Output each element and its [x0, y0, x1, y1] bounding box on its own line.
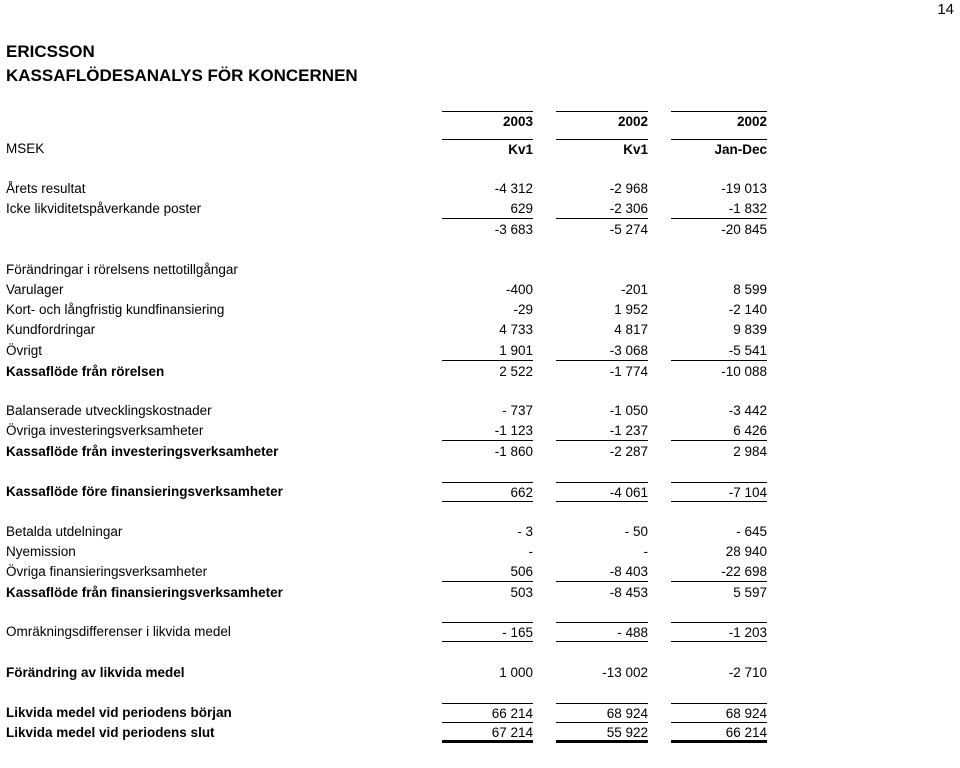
row-value-2003-kv1: 67 214 [442, 723, 533, 743]
table-row [0, 421, 960, 441]
row-value-2003-kv1: 2 522 [499, 364, 533, 379]
row-value-2002-kv1: -3 068 [556, 341, 648, 361]
row-value-2002-jan-dec: -2 140 [728, 302, 767, 317]
company-name: ERICSSON [6, 42, 95, 61]
row-label: Övriga finansieringsverksamheter [6, 564, 208, 579]
row-label: Kassaflöde före finansieringsverksamheter [6, 484, 283, 499]
table-row [0, 622, 960, 642]
row-value-2002-jan-dec: 68 924 [671, 703, 767, 723]
row-value-2002-jan-dec: -3 442 [728, 403, 767, 418]
header-period-col2: Kv1 [556, 139, 648, 159]
section-heading: Förändringar i rörelsens nettotillgångar [6, 262, 238, 277]
header-year-col3: 2002 [671, 111, 767, 131]
row-label: Förändring av likvida medel [6, 665, 185, 680]
header-year-col1: 2003 [442, 111, 533, 131]
row-value-2002-jan-dec: -2 710 [728, 665, 767, 680]
row-label: Balanserade utvecklingskostnader [6, 403, 212, 418]
row-value-2003-kv1: 1 000 [499, 665, 533, 680]
header-period-col3: Jan-Dec [671, 139, 767, 159]
row-value-2003-kv1: - 3 [517, 524, 533, 539]
page-number: 14 [937, 1, 954, 18]
table-row-total [0, 583, 960, 603]
table-row-subtotal [0, 220, 960, 240]
row-value-2002-jan-dec: 28 940 [725, 544, 767, 559]
section-heading-row [0, 260, 960, 280]
row-label: Betalda utdelningar [6, 524, 123, 539]
row-label: Likvida medel vid periodens början [6, 705, 232, 720]
row-value-2002-kv1: 55 922 [556, 723, 648, 743]
row-label: Kassaflöde från finansieringsverksamheter [6, 585, 283, 600]
table-row-total [0, 442, 960, 462]
row-value-2002-kv1: 1 952 [614, 302, 648, 317]
row-value-2003-kv1: 66 214 [442, 703, 533, 723]
row-value-2002-jan-dec: -1 203 [671, 622, 767, 642]
row-value-2002-jan-dec: - 645 [736, 524, 767, 539]
row-label: Kundfordringar [6, 322, 96, 337]
row-value-2003-kv1: -1 123 [442, 421, 533, 441]
row-label: Årets resultat [6, 181, 86, 196]
row-value-2002-kv1: -2 287 [609, 444, 648, 459]
row-value-2002-kv1: - 50 [624, 524, 648, 539]
row-value-2002-jan-dec: -19 013 [721, 181, 767, 196]
row-value-2002-jan-dec: 2 984 [733, 444, 767, 459]
header-year-col2: 2002 [556, 111, 648, 131]
report-title: KASSAFLÖDESANALYS FÖR KONCERNEN [6, 66, 358, 85]
row-value-2002-kv1: -1 050 [609, 403, 648, 418]
table-row [0, 320, 960, 340]
table-row [0, 401, 960, 421]
row-value-2003-kv1: 629 [442, 199, 533, 219]
header-period-col1: Kv1 [442, 139, 533, 159]
row-value-2003-kv1: -400 [505, 282, 533, 297]
row-label: Nyemission [6, 544, 76, 559]
row-value-2003-kv1: -4 312 [494, 181, 533, 196]
row-value-2002-jan-dec: -20 845 [721, 222, 767, 237]
row-value-2002-jan-dec: 8 599 [733, 282, 767, 297]
table-row-total [0, 723, 960, 743]
header-unit: MSEK [6, 141, 45, 156]
table-row [0, 300, 960, 320]
table-row-total [0, 663, 960, 683]
row-value-2002-kv1: -2 306 [556, 199, 648, 219]
table-row [0, 542, 960, 562]
row-value-2003-kv1: -3 683 [494, 222, 533, 237]
row-value-2003-kv1: 503 [510, 585, 533, 600]
row-value-2002-kv1: 68 924 [556, 703, 648, 723]
row-value-2003-kv1: - 165 [442, 622, 533, 642]
row-value-2002-kv1: -1 237 [556, 421, 648, 441]
row-value-2002-jan-dec: -5 541 [671, 341, 767, 361]
row-value-2002-jan-dec: -22 698 [671, 562, 767, 582]
row-value-2002-kv1: 4 817 [614, 322, 648, 337]
row-value-2002-kv1: -4 061 [556, 482, 648, 502]
table-row [0, 341, 960, 361]
row-label: Övrigt [6, 343, 43, 358]
row-value-2003-kv1: - [528, 544, 533, 559]
row-value-2002-jan-dec: 5 597 [733, 585, 767, 600]
row-value-2002-jan-dec: -7 104 [671, 482, 767, 502]
row-value-2002-kv1: -1 774 [609, 364, 648, 379]
row-label: Kort- och långfristig kundfinansiering [6, 302, 225, 317]
row-value-2002-kv1: -201 [620, 282, 648, 297]
table-row [0, 179, 960, 199]
table-row-total [0, 703, 960, 723]
row-value-2002-kv1: -8 453 [609, 585, 648, 600]
table-row [0, 280, 960, 300]
row-label: Omräkningsdifferenser i likvida medel [6, 624, 231, 639]
row-value-2002-kv1: -2 968 [609, 181, 648, 196]
row-value-2002-jan-dec: 6 426 [671, 421, 767, 441]
row-label: Likvida medel vid periodens slut [6, 725, 215, 740]
table-row [0, 562, 960, 582]
row-label: Icke likviditetspåverkande poster [6, 201, 202, 216]
row-value-2002-kv1: - 488 [556, 622, 648, 642]
row-value-2003-kv1: 1 901 [442, 341, 533, 361]
table-row-total [0, 362, 960, 382]
row-value-2003-kv1: 4 733 [499, 322, 533, 337]
row-value-2002-kv1: -13 002 [602, 665, 648, 680]
row-value-2003-kv1: 662 [442, 482, 533, 502]
header-years-row [0, 111, 960, 131]
row-label: Kassaflöde från rörelsen [6, 364, 165, 379]
row-value-2002-jan-dec: 9 839 [733, 322, 767, 337]
row-value-2003-kv1: - 737 [502, 403, 533, 418]
row-value-2002-jan-dec: -1 832 [671, 199, 767, 219]
row-value-2003-kv1: 506 [442, 562, 533, 582]
row-value-2002-kv1: - [643, 544, 648, 559]
row-value-2002-jan-dec: -10 088 [721, 364, 767, 379]
row-label: Kassaflöde från investeringsverksamheter [6, 444, 279, 459]
table-row [0, 522, 960, 542]
row-label: Övriga investeringsverksamheter [6, 423, 204, 438]
row-label: Varulager [6, 282, 64, 297]
row-value-2002-kv1: -8 403 [556, 562, 648, 582]
header-periods-row [0, 139, 960, 159]
row-value-2002-kv1: -5 274 [609, 222, 648, 237]
row-value-2003-kv1: -1 860 [494, 444, 533, 459]
table-row [0, 199, 960, 219]
row-value-2002-jan-dec: 66 214 [671, 723, 767, 743]
table-row-total [0, 482, 960, 502]
row-value-2003-kv1: -29 [513, 302, 533, 317]
